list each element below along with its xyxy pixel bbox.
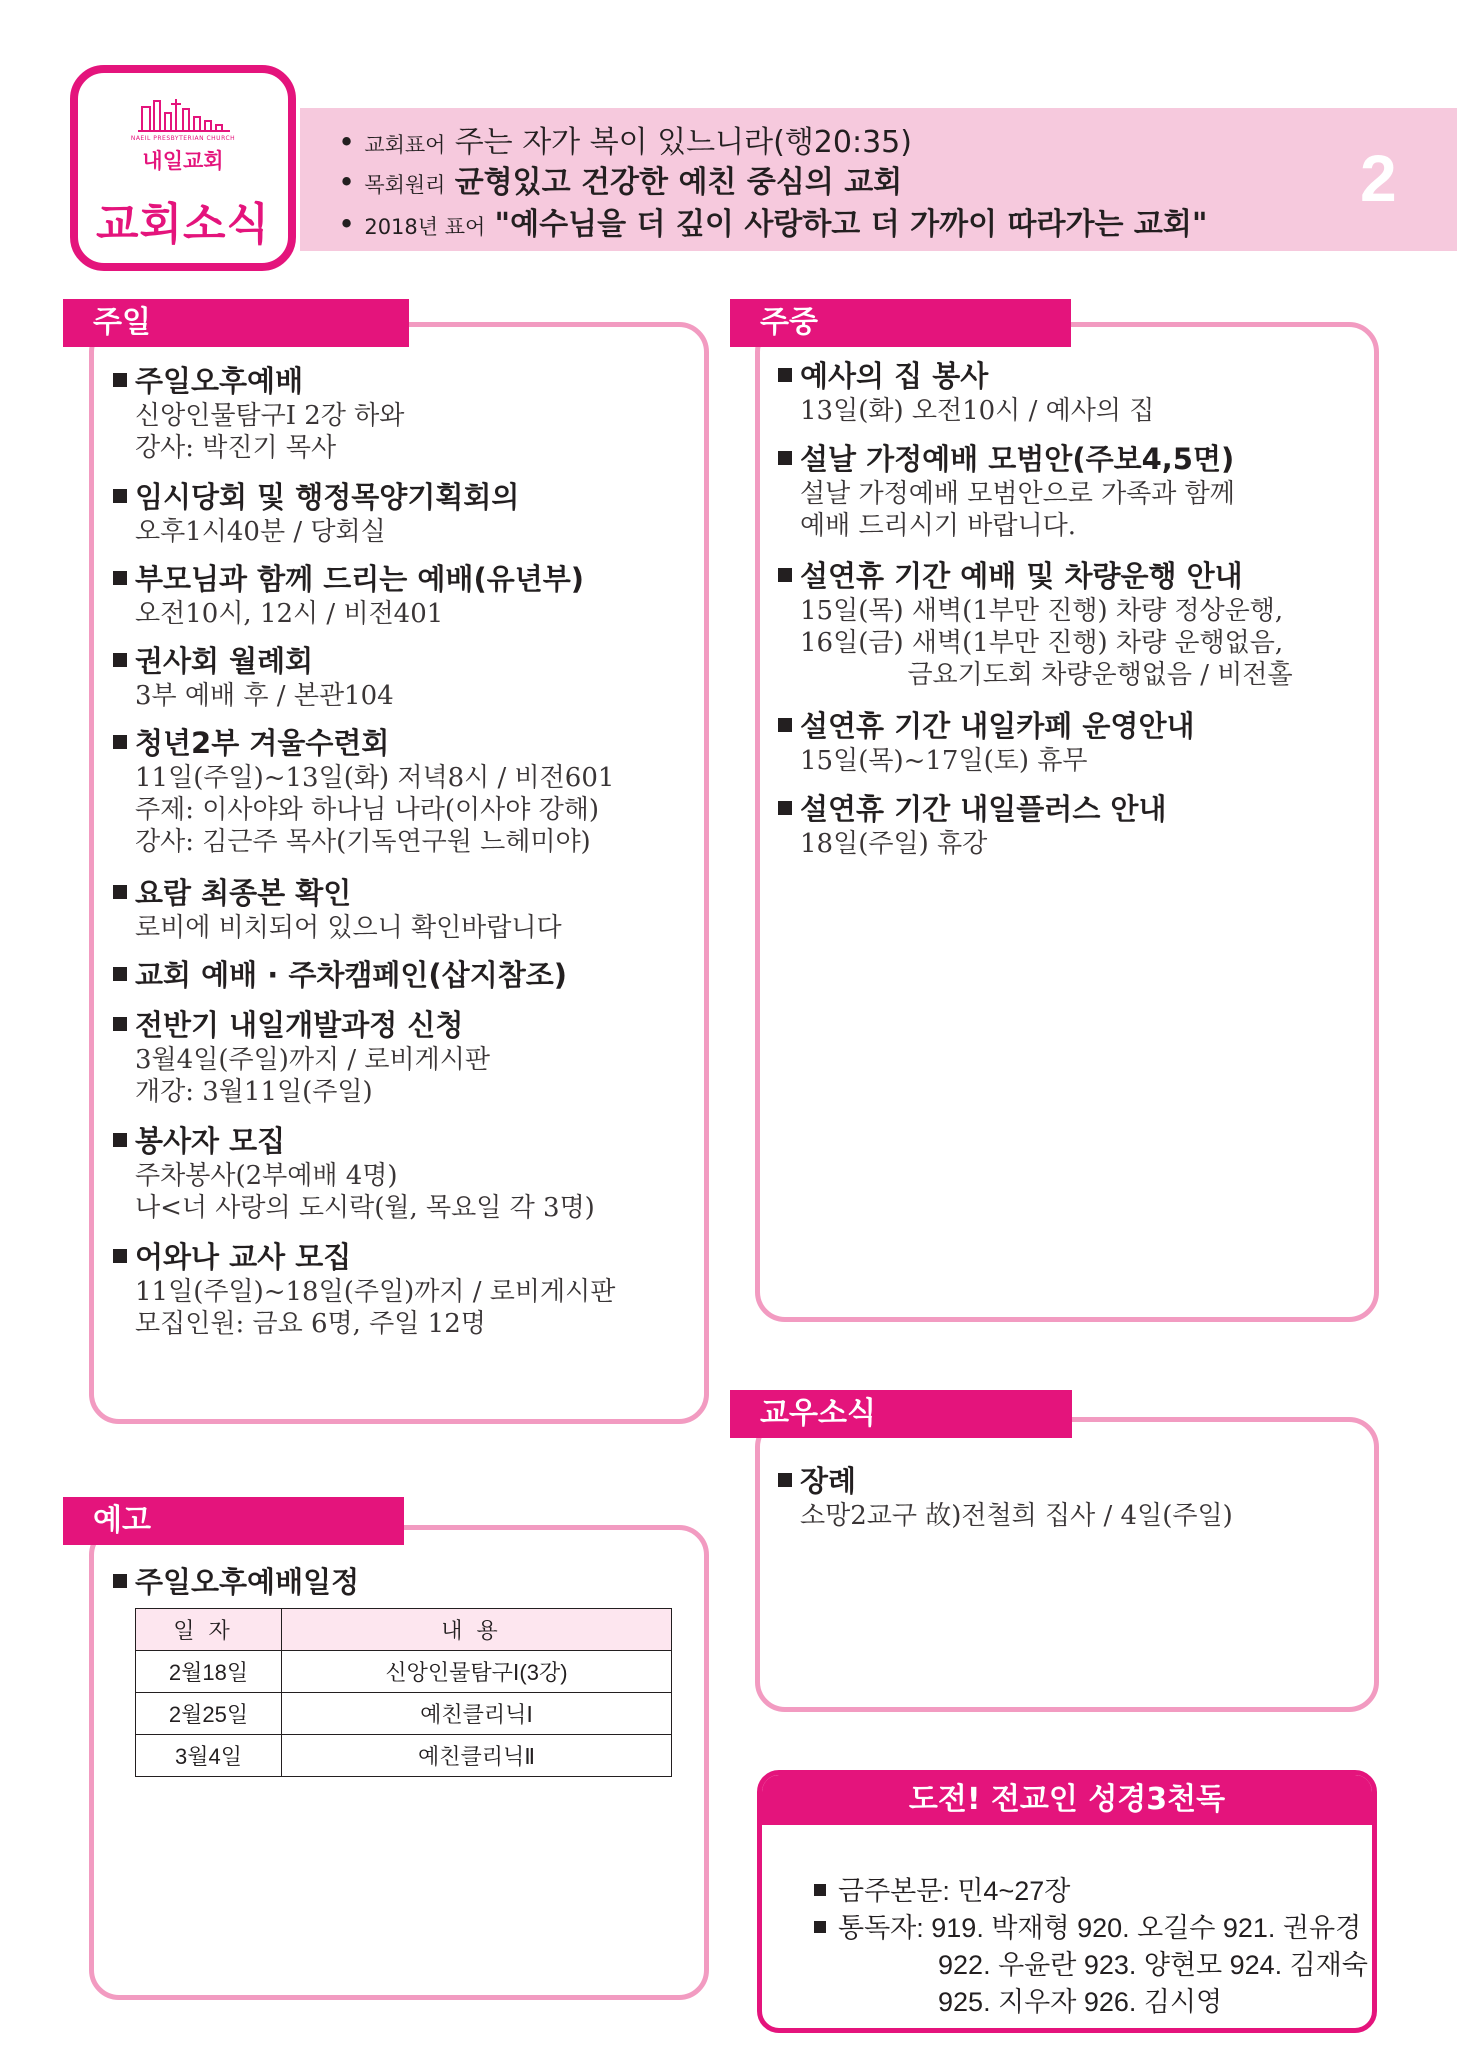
section-tab-weekday: 주중 xyxy=(730,299,1071,347)
item-body: 11일(주일)~13일(화) 저녁8시 / 비전601 주제: 이사야와 하나님 나라(이사야 강해) 강사: 김근주 목사(기독연구원 느헤미야) xyxy=(135,763,615,857)
item-title: 봉사자 모집 xyxy=(113,1122,595,1160)
item-body: 3월4일(주일)까지 / 로비게시판 개강: 3월11일(주일) xyxy=(135,1045,490,1107)
list-item xyxy=(778,357,1154,427)
list-item xyxy=(113,724,614,858)
item-title: 설연휴 기간 내일카페 운영안내 xyxy=(778,707,1194,745)
bible-reading-challenge-box xyxy=(757,1770,1377,2033)
item-title: 주일오후예배 xyxy=(113,362,404,400)
challenge-text: 통독자: 919. 박재형 920. 오길수 921. 권유경 xyxy=(838,1913,1362,1943)
table-cell-date: 2월25일 xyxy=(136,1693,282,1735)
item-body: 오후1시40분 / 당회실 xyxy=(135,517,386,547)
list-item xyxy=(778,1462,1233,1532)
schedule-table xyxy=(135,1608,672,1777)
list-item xyxy=(113,642,394,712)
item-title: 주일오후예배일정 xyxy=(113,1563,359,1601)
logo-church-name: 내일교회 xyxy=(142,149,224,173)
item-title: 설연휴 기간 예배 및 차량운행 안내 xyxy=(778,557,1293,595)
item-title: 예사의 집 봉사 xyxy=(778,357,1154,395)
section-tab-member-news: 교우소식 xyxy=(730,1390,1072,1438)
table-row xyxy=(136,1735,672,1777)
list-item xyxy=(113,560,584,630)
motto-label: 2018년 표어 xyxy=(364,215,486,239)
list-item xyxy=(113,478,519,548)
challenge-line xyxy=(908,1950,1222,2033)
item-title: 어와나 교사 모집 xyxy=(113,1238,615,1276)
item-title: 청년2부 겨울수련회 xyxy=(113,724,614,762)
item-body: 신앙인물탐구Ⅰ 2강 하와 강사: 박진기 목사 xyxy=(135,401,405,463)
table-row xyxy=(136,1693,672,1735)
item-body: 주차봉사(2부예배 4명) 나<너 사랑의 도시락(월, 목요일 각 3명) xyxy=(135,1161,595,1223)
item-body: 3부 예배 후 / 본관104 xyxy=(135,681,394,711)
list-item xyxy=(113,956,567,994)
list-item xyxy=(113,874,562,944)
item-title: 전반기 내일개발과정 신청 xyxy=(113,1006,490,1044)
list-item xyxy=(778,557,1293,691)
logo-english-name: NAEIL PRESBYTERIAN CHURCH xyxy=(130,135,236,142)
section-tab-notice: 예고 xyxy=(63,1497,404,1545)
item-title: 부모님과 함께 드리는 예배(유년부) xyxy=(113,560,584,598)
church-skyline-icon xyxy=(138,93,230,133)
page-number: 2 xyxy=(1360,141,1397,215)
item-body: 15일(목)~17일(토) 휴무 xyxy=(800,746,1088,776)
item-body: 18일(주일) 휴강 xyxy=(800,829,988,859)
list-item xyxy=(113,1122,595,1224)
table-header-row xyxy=(136,1609,672,1651)
section-tab-sunday: 주일 xyxy=(63,299,409,347)
item-title: 임시당회 및 행정목양기획회의 xyxy=(113,478,519,516)
motto-label: 목회원리 xyxy=(364,173,446,197)
table-cell-content: 신앙인물탐구Ⅰ(3강) xyxy=(282,1651,672,1693)
item-title: 설연휴 기간 내일플러스 안내 xyxy=(778,790,1166,828)
list-item xyxy=(778,440,1235,542)
item-title: 요람 최종본 확인 xyxy=(113,874,562,912)
motto-line: • 교회표어 주는 자가 복이 있느니라(행20:35) xyxy=(338,125,912,160)
challenge-text: 금주본문: 민4~27장 xyxy=(838,1876,1071,1906)
table-cell-content: 예친클리닉Ⅱ xyxy=(282,1735,672,1777)
item-title: 설날 가정예배 모범안(주보4,5면) xyxy=(778,440,1235,478)
challenge-text: 922. 우윤란 923. 양현모 924. 김재숙 xyxy=(938,1950,1368,1980)
item-title: 권사회 월례회 xyxy=(113,642,394,680)
item-body: 오전10시, 12시 / 비전401 xyxy=(135,599,444,629)
item-title: 교회 예배 · 주차캠페인(삽지참조) xyxy=(113,956,567,994)
column-header-date: 일자 xyxy=(136,1609,282,1651)
column-header-content: 내용 xyxy=(282,1609,672,1651)
motto-label: 교회표어 xyxy=(364,133,446,157)
motto-text: "예수님을 더 깊이 사랑하고 더 가까이 따라가는 교회" xyxy=(494,207,1208,242)
table-cell-date: 3월4일 xyxy=(136,1735,282,1777)
challenge-text: 925. 지우자 926. 김시영 xyxy=(938,1987,1223,2017)
item-title: 장례 xyxy=(778,1462,1233,1500)
table-cell-content: 예친클리닉Ⅰ xyxy=(282,1693,672,1735)
list-item xyxy=(778,790,1166,860)
list-item xyxy=(113,1563,359,1601)
item-body: 11일(주일)~18일(주일)까지 / 로비게시판 모집인원: 금요 6명, 주일 12명 xyxy=(135,1277,616,1339)
church-logo-box xyxy=(70,65,296,271)
item-body: 설날 가정예배 모범안으로 가족과 함께 예배 드리시기 바랍니다. xyxy=(800,479,1235,541)
table-row xyxy=(136,1651,672,1693)
motto-text: 주는 자가 복이 있느니라(행20:35) xyxy=(454,125,912,160)
table-cell-date: 2월18일 xyxy=(136,1651,282,1693)
item-body: 13일(화) 오전10시 / 예사의 집 xyxy=(800,396,1155,426)
bullet-icon xyxy=(814,1921,826,1933)
list-item xyxy=(113,362,404,464)
list-item xyxy=(778,707,1194,777)
motto-line: • 2018년 표어 "예수님을 더 깊이 사랑하고 더 가까이 따라가는 교회" xyxy=(338,207,1208,242)
list-item xyxy=(113,1238,615,1340)
list-item xyxy=(113,1006,490,1108)
challenge-title: 도전! 전교인 성경3천독 xyxy=(762,1775,1372,1825)
motto-text: 균형있고 건강한 예친 중심의 교회 xyxy=(454,165,903,200)
item-body: 로비에 비치되어 있으니 확인바랍니다 xyxy=(135,913,562,943)
motto-line: • 목회원리 균형있고 건강한 예친 중심의 교회 xyxy=(338,165,903,200)
item-body: 15일(목) 새벽(1부만 진행) 차량 정상운행, 16일(금) 새벽(1부만 진행) 차량 운행없음, 금요기도회 차량운행없음 / 비전홀 xyxy=(800,596,1293,690)
page-title: 교회소식 xyxy=(95,199,270,250)
item-body: 소망2교구 故)전철희 집사 / 4일(주일) xyxy=(800,1501,1233,1531)
